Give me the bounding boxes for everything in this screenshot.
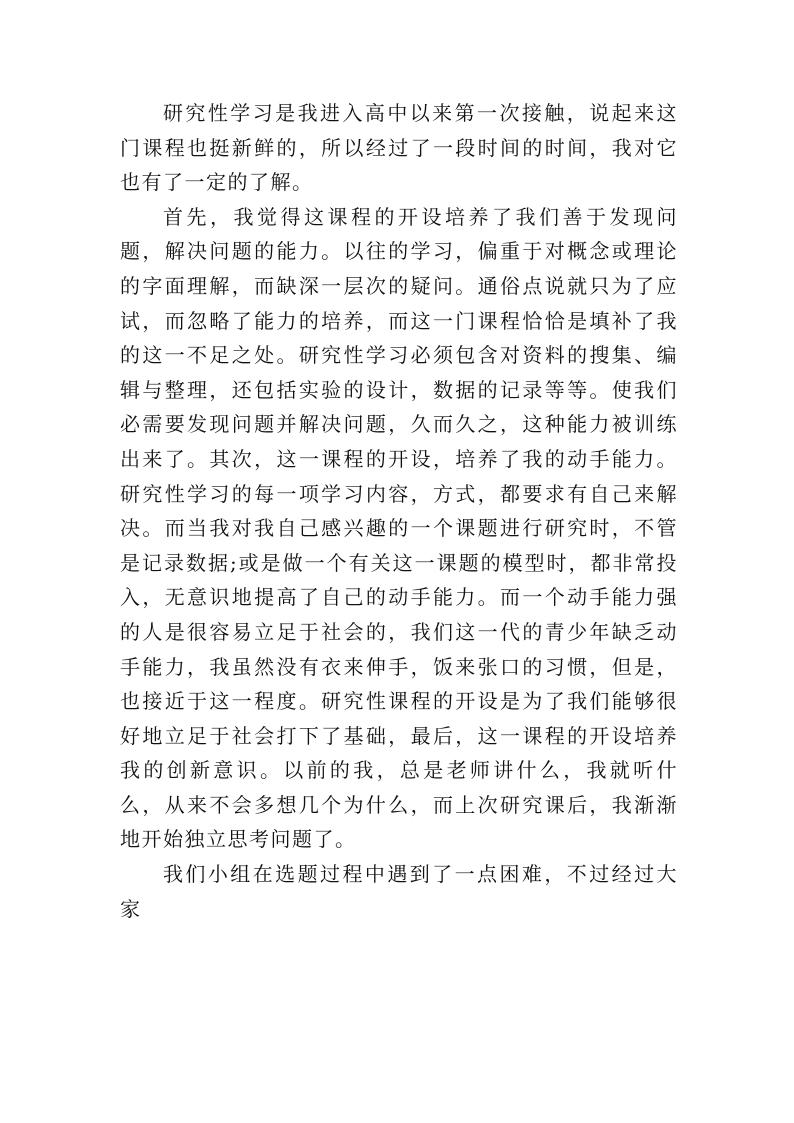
paragraph-intro: 研究性学习是我进入高中以来第一次接触，说起来这门课程也挺新鲜的，所以经过了一段时间的时间，我对它也有了一定的了解。 xyxy=(120,101,678,195)
paragraph-group: 我们小组在选题过程中遇到了一点困难，不过经过大家 xyxy=(120,862,678,921)
paragraph-main: 首先，我觉得这课程的开设培养了我们善于发现问题，解决问题的能力。以往的学习，偏重于对概念或理论的字面理解，而缺深一层次的疑问。通俗点说就只为了应试，而忽略了能力的培养，而这一门课程恰恰是填补了我的这一不足之处。研究性学习必须包含对资料的搜集、编辑与整理，还包括实验的设计，数据的记录等等。使我们必需要发现问题并解决问题，久而久之，这种能力被训练出来了。其次，这一课程的开设，培养了我的动手能力。研究性学习的每一项学习内容，方式，都要求有自己来解决。而当我对我自己感兴趣的一个课题进行研究时，不管是记录数据;或是做一个有关这一课题的模型时，都非常投入，无意识地提高了自己的动手能力。而一个动手能力强的人是很容易立足于社会的，我们这一代的青少年缺乏动手能力，我虽然没有衣来伸手，饭来张口的习惯，但是，也接近于这一程度。研究性课程的开设是为了我们能够很好地立足于社会打下了基础，最后，这一课程的开设培养我的创新意识。以前的我，总是老师讲什么，我就听什么，从来不会多想几个为什么，而上次研究课后，我渐渐地开始独立思考问题了。 xyxy=(120,204,678,852)
document-body xyxy=(120,96,678,926)
